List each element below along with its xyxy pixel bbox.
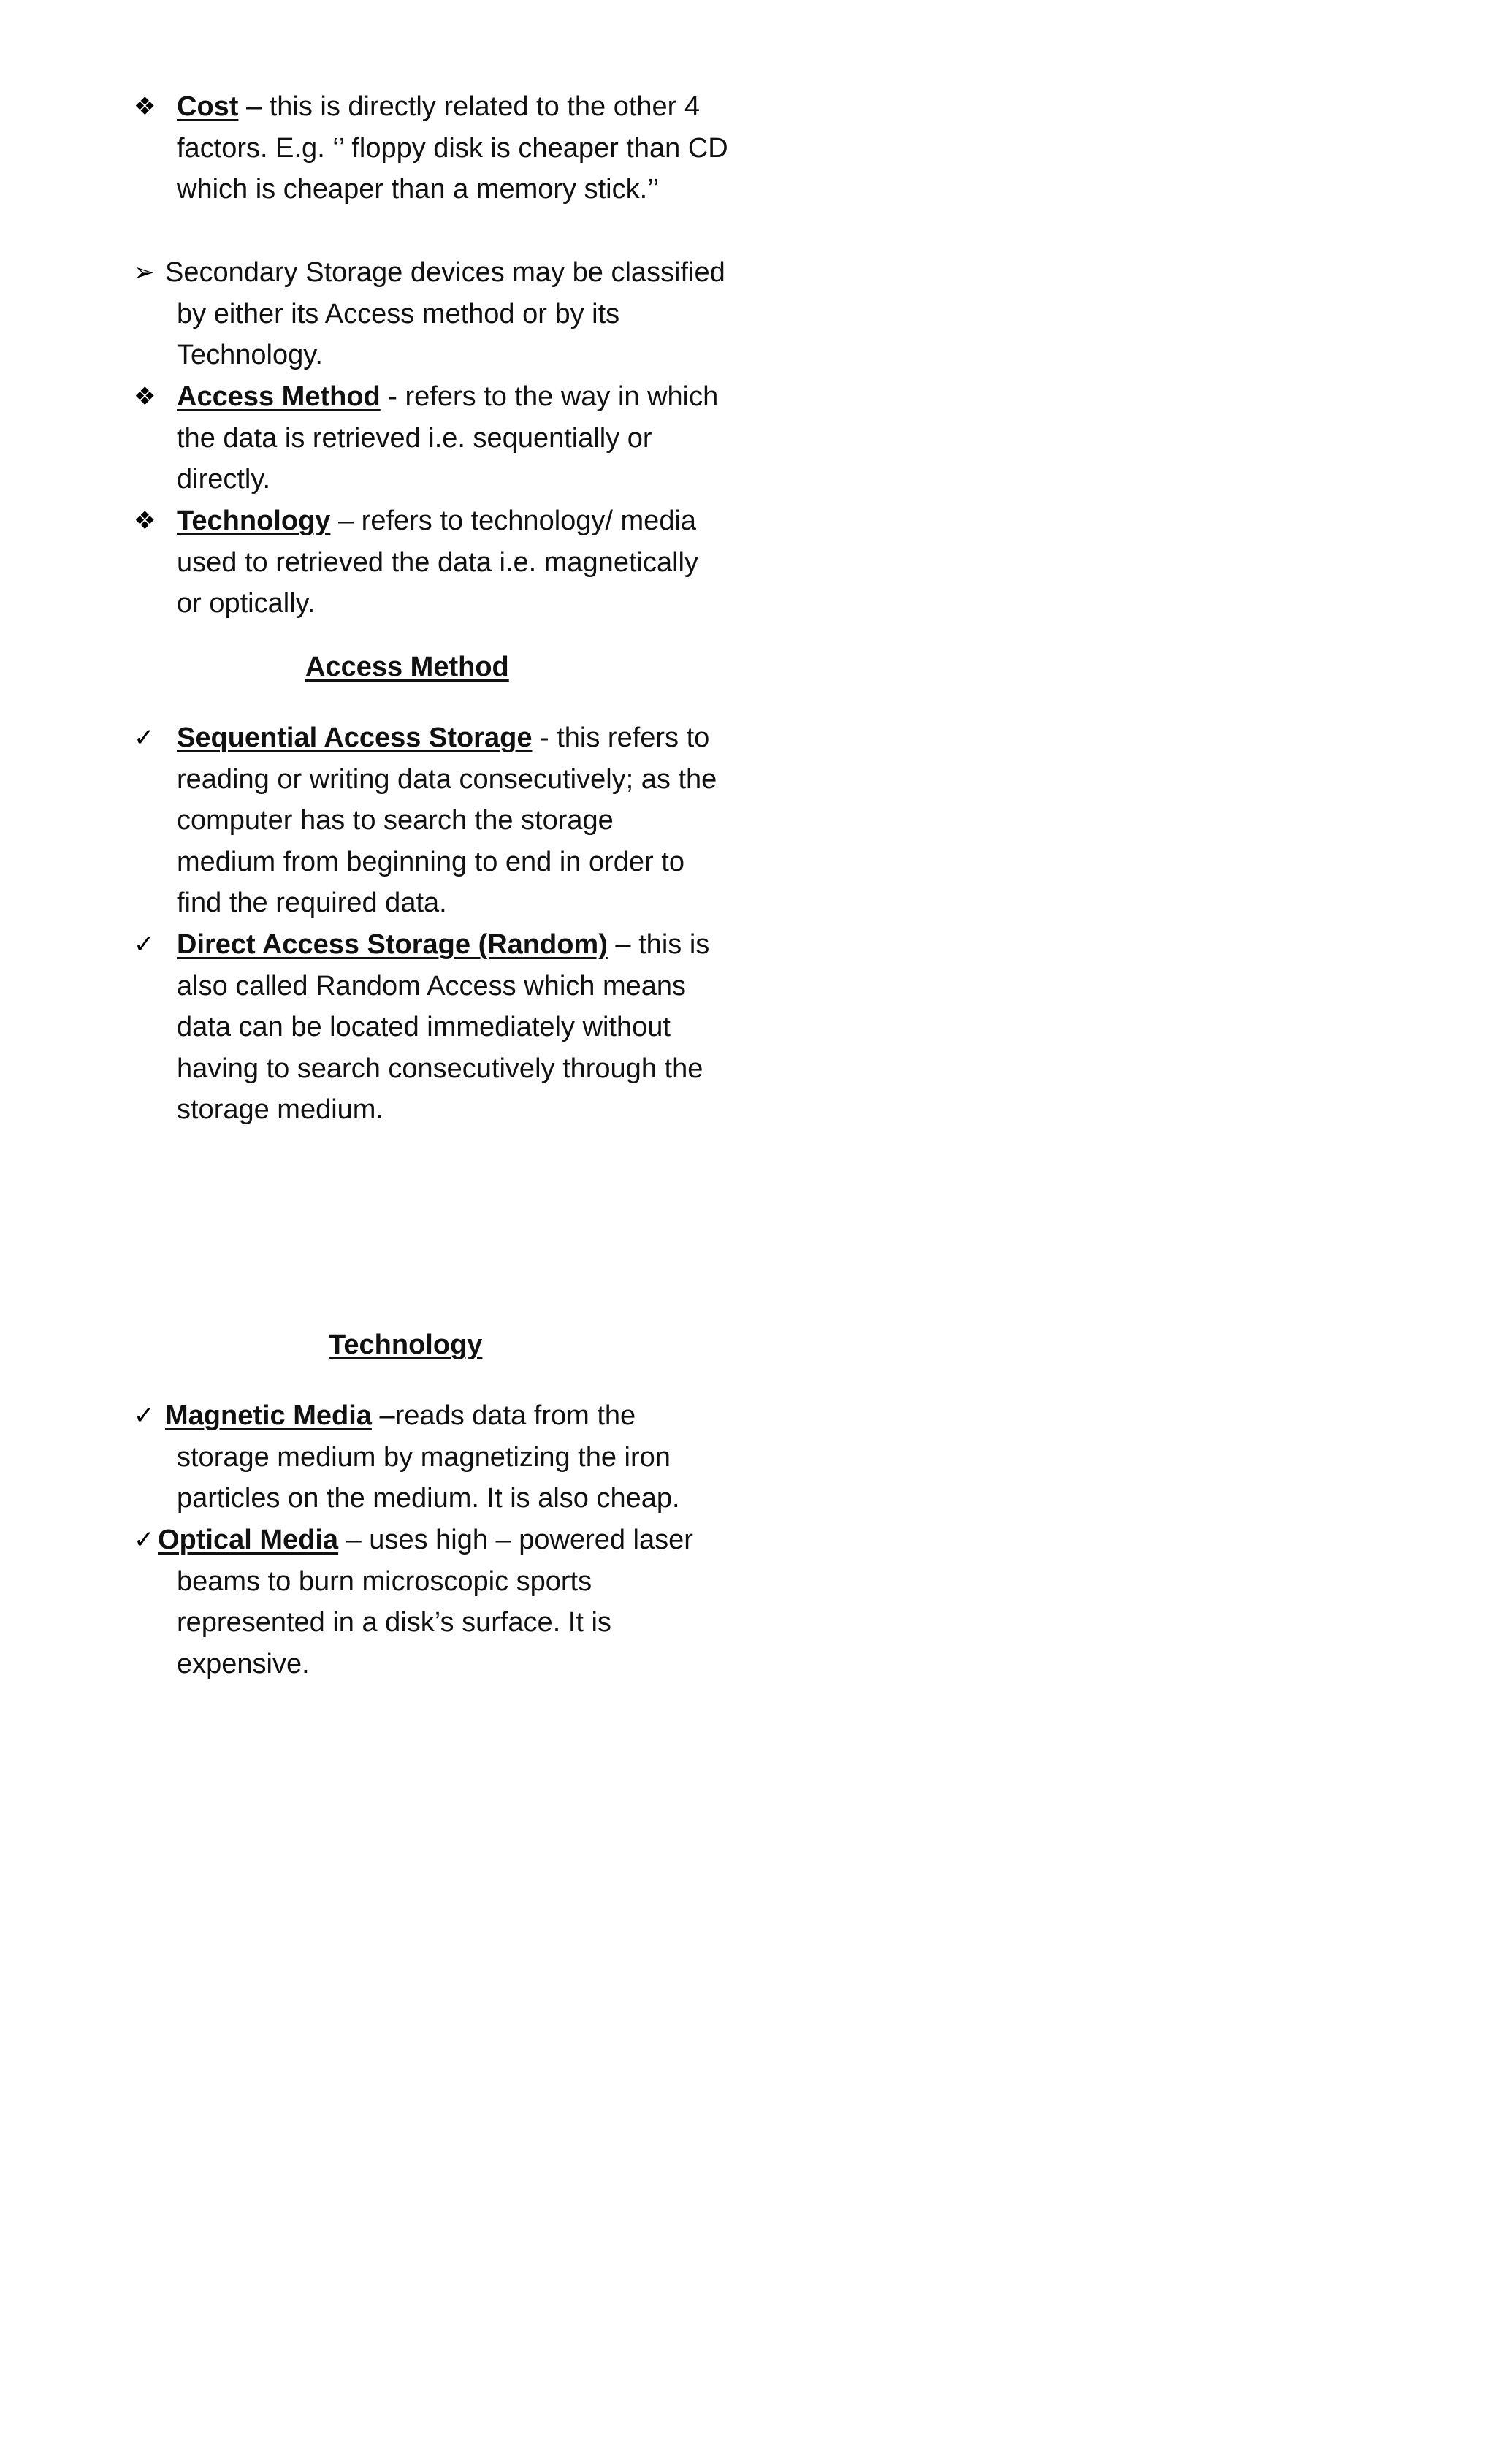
optical-line-2: beams to burn microscopic sports (177, 1565, 592, 1597)
classification-line-3: Technology. (177, 340, 323, 370)
cost-line-1: Cost – this is directly related to the other 4 (177, 91, 700, 122)
technology-line-2: used to retrieved the data i.e. magnetically (177, 546, 698, 578)
diamond-bullet-icon: ❖ (134, 382, 156, 411)
direct-term: Direct Access Storage (Random) (177, 929, 608, 960)
technology-heading: Technology (329, 1330, 483, 1360)
classification-line-2: by either its Access method or by its (177, 298, 620, 329)
sequential-line-5: find the required data. (177, 888, 447, 918)
direct-line-1: Direct Access Storage (Random) – this is (177, 929, 710, 960)
access-method-line-2: the data is retrieved i.e. sequentially or (177, 422, 652, 454)
direct-line-2: also called Random Access which means (177, 970, 687, 1002)
direct-line-5: storage medium. (177, 1094, 384, 1125)
sequential-line-4: medium from beginning to end in order to (177, 846, 684, 877)
check-icon: ✓ (134, 930, 155, 959)
optical-term: Optical Media (158, 1525, 339, 1555)
magnetic-term: Magnetic Media (165, 1400, 372, 1431)
optical-line-1: Optical Media – uses high – powered laser (158, 1525, 693, 1555)
access-method-heading: Access Method (305, 652, 509, 682)
magnetic-line-1: Magnetic Media –reads data from the (165, 1400, 636, 1431)
direct-line-4: having to search consecutively through the (177, 1053, 703, 1084)
access-method-term: Access Method (177, 381, 381, 412)
access-method-line-1: Access Method - refers to the way in which (177, 381, 719, 412)
access-method-line-3: directly. (177, 464, 271, 495)
classification-line-1: Secondary Storage devices may be classified (165, 257, 725, 288)
technology-term: Technology (177, 506, 331, 536)
magnetic-line-2: storage medium by magnetizing the iron (177, 1441, 671, 1473)
magnetic-line-3: particles on the medium. It is also cheap. (177, 1483, 680, 1514)
cost-term: Cost (177, 91, 239, 122)
check-icon: ✓ (134, 1525, 155, 1555)
check-icon: ✓ (134, 1401, 155, 1430)
arrow-bullet-icon: ➢ (134, 258, 155, 287)
optical-line-3: represented in a disk’s surface. It is (177, 1607, 611, 1638)
cost-line-3: which is cheaper than a memory stick.’’ (177, 174, 660, 205)
sequential-line-3: computer has to search the storage (177, 805, 614, 836)
sequential-term: Sequential Access Storage (177, 722, 533, 753)
sequential-line-2: reading or writing data consecutively; as the (177, 763, 717, 795)
cost-line-2: factors. E.g. ‘’ floppy disk is cheaper than CD (177, 132, 728, 164)
diamond-bullet-icon: ❖ (134, 506, 156, 535)
technology-line-1: Technology – refers to technology/ media (177, 506, 697, 536)
check-icon: ✓ (134, 723, 155, 752)
diamond-bullet-icon: ❖ (134, 92, 156, 121)
sequential-line-1: Sequential Access Storage - this refers to (177, 722, 710, 753)
direct-line-3: data can be located immediately without (177, 1012, 671, 1042)
technology-line-3: or optically. (177, 588, 316, 619)
optical-line-4: expensive. (177, 1648, 310, 1679)
